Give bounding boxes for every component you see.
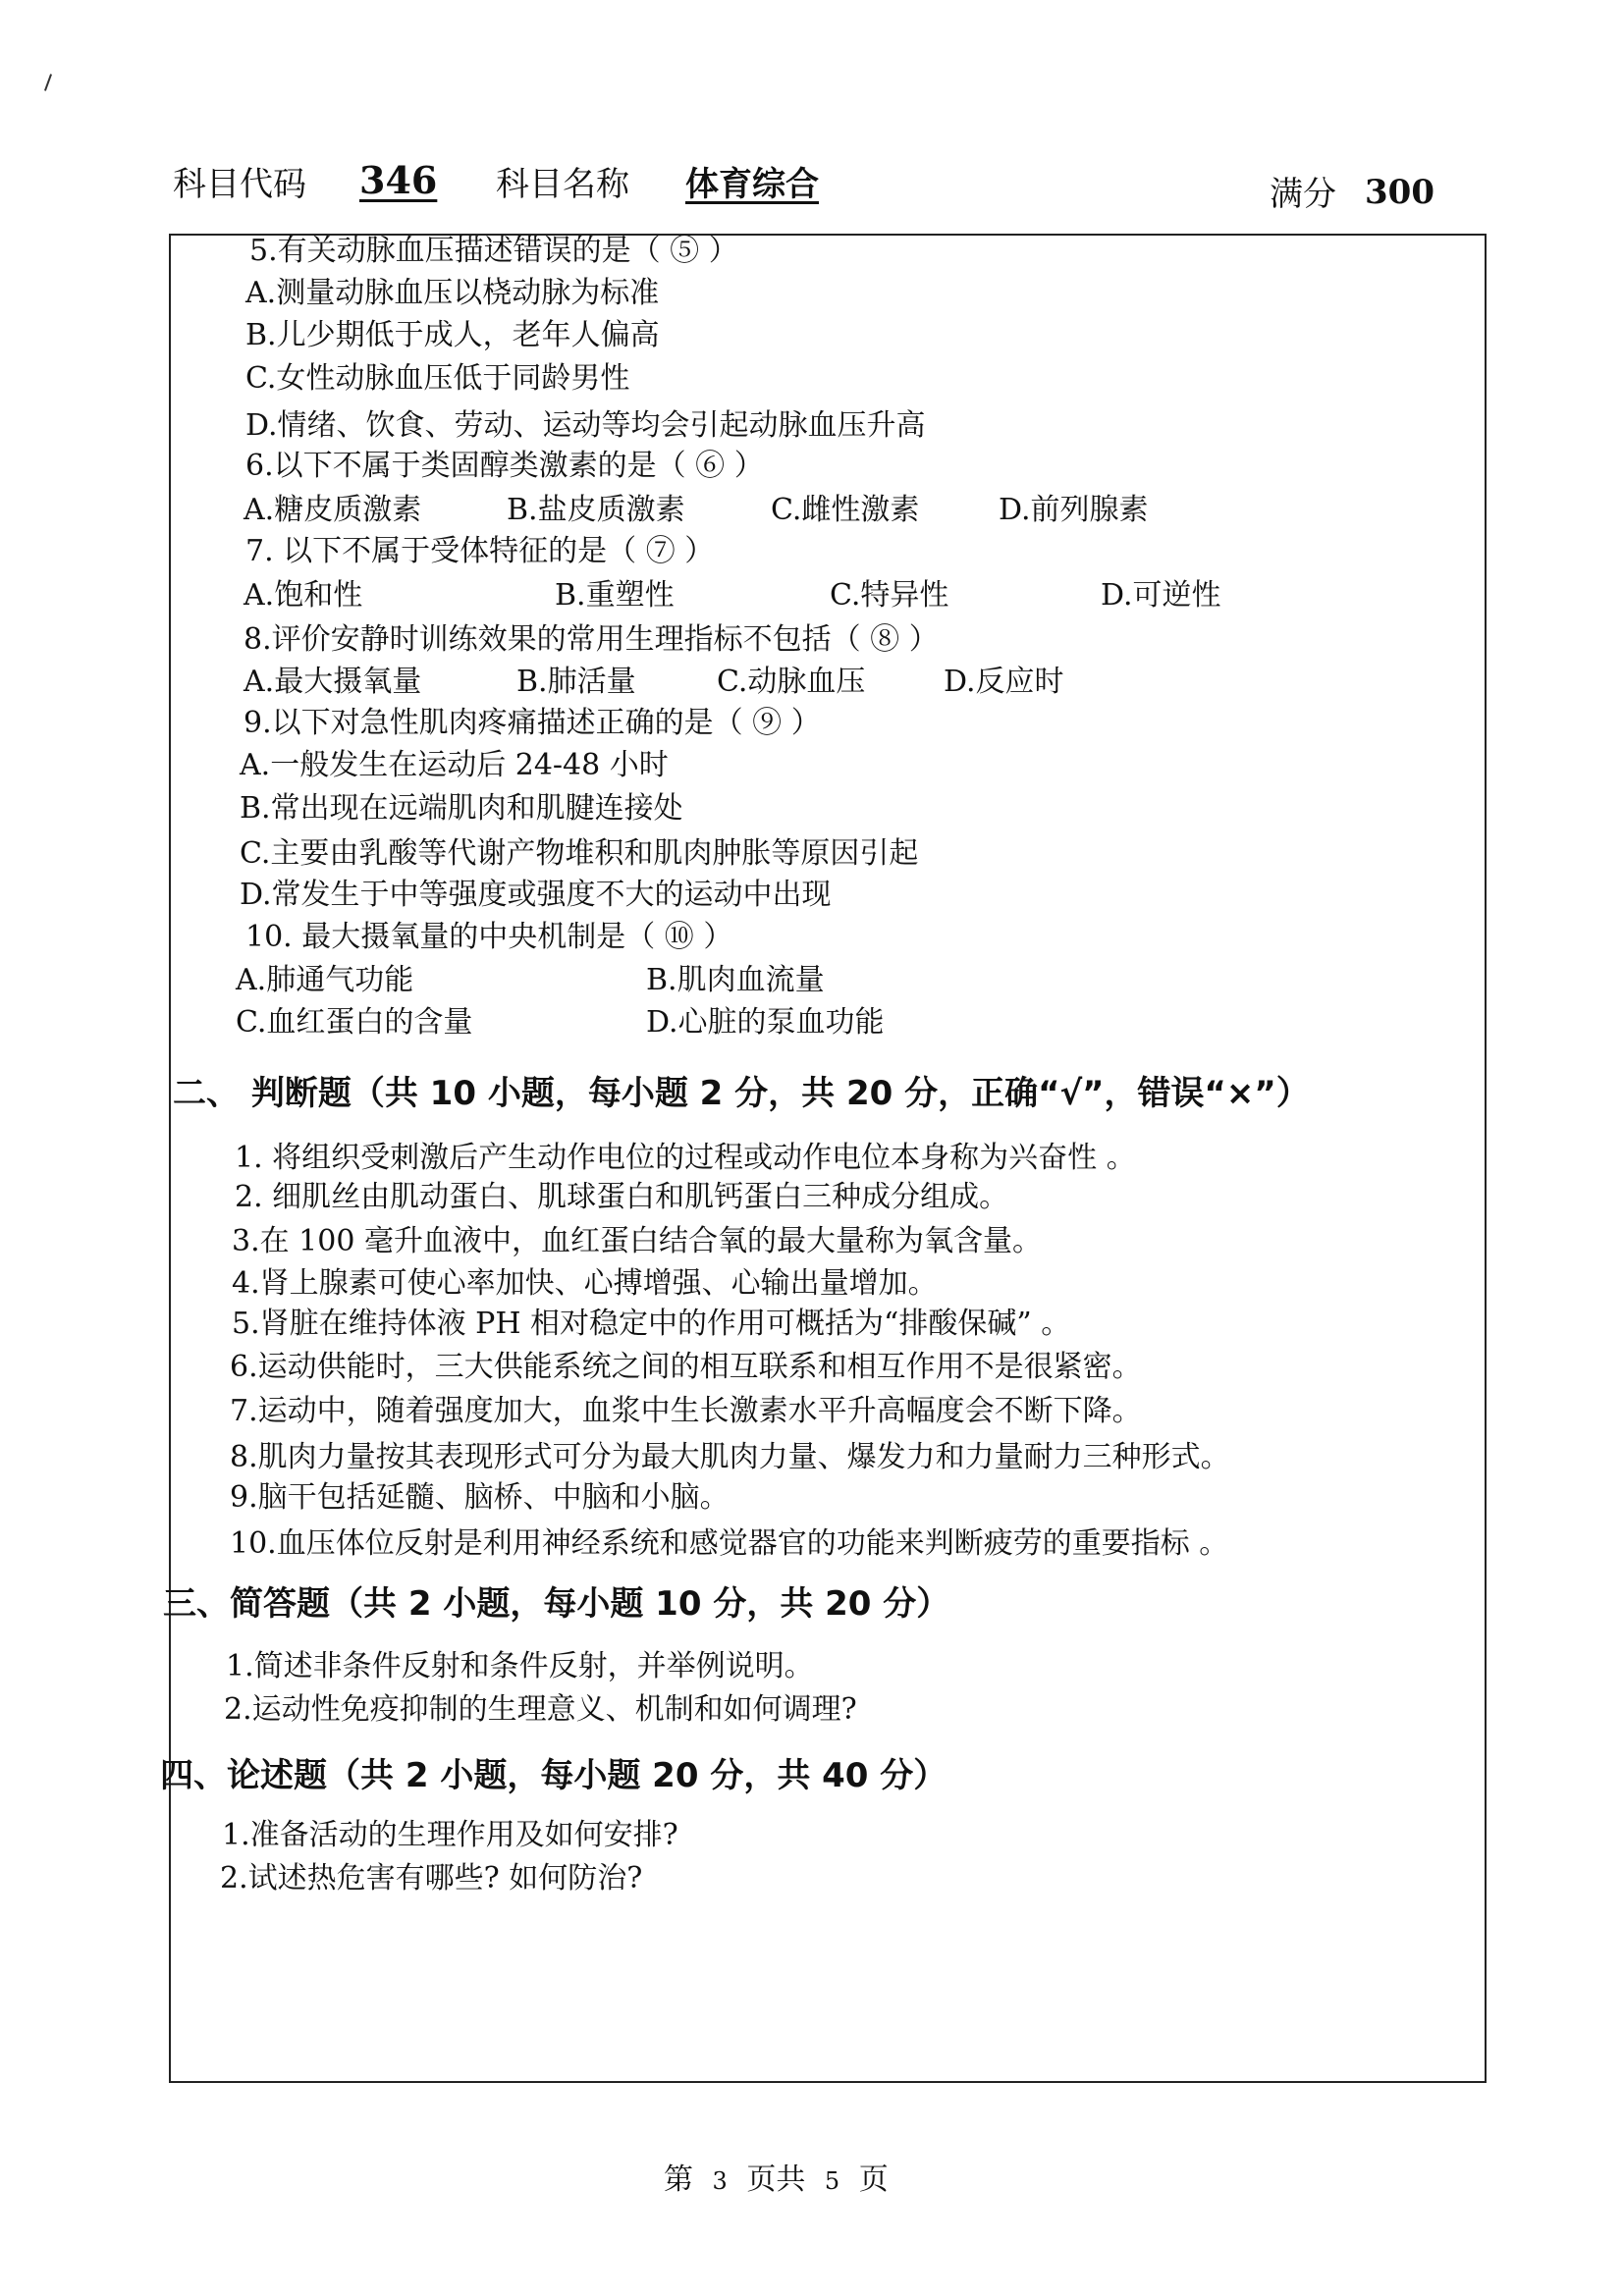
footer-suffix: 页 xyxy=(858,2163,889,2197)
option: D.心脏的泵血功能 xyxy=(646,1005,885,1040)
option: D.可逆性 xyxy=(1101,578,1221,613)
option: A.一般发生在运动后 24-48 小时 xyxy=(240,748,669,782)
statement: 9.脑干包括延髓、脑桥、中脑和小脑。 xyxy=(230,1480,730,1515)
option: D.情绪、饮食、劳动、运动等均会引起动脉血压升高 xyxy=(245,408,926,443)
subject-name: 体育综合 xyxy=(685,165,819,204)
option: D.前列腺素 xyxy=(999,493,1149,527)
question: 2.试述热危害有哪些? 如何防治? xyxy=(220,1861,643,1896)
option: D.反应时 xyxy=(944,665,1064,699)
total-pages: 5 xyxy=(824,2167,840,2195)
option: B.盐皮质激素 xyxy=(507,493,685,527)
page-footer xyxy=(664,2155,889,2198)
question: 2.运动性免疫抑制的生理意义、机制和如何调理? xyxy=(224,1692,857,1727)
statement: 6.运动供能时，三大供能系统之间的相互联系和相互作用不是很紧密。 xyxy=(230,1350,1142,1384)
option: C.主要由乳酸等代谢产物堆积和肌肉肿胀等原因引起 xyxy=(240,836,919,871)
option: D.常发生于中等强度或强度不大的运动中出现 xyxy=(240,878,832,912)
question: 1.简述非条件反射和条件反射，并举例说明。 xyxy=(226,1649,814,1683)
section-title: 三、简答题（共 2 小题，每小题 10 分，共 20 分） xyxy=(163,1584,950,1624)
question-stem: 8.评价安静时训练效果的常用生理指标不包括（ ⑧ ） xyxy=(243,622,939,657)
option: B.肌肉血流量 xyxy=(646,963,825,997)
statement: 7.运动中，随着强度加大，血浆中生长激素水平升高幅度会不断下降。 xyxy=(230,1394,1142,1428)
footer-prefix: 第 xyxy=(664,2163,693,2197)
statement: 5.肾脏在维持体液 PH 相对稳定中的作用可概括为“排酸保碱” 。 xyxy=(232,1307,1071,1341)
subject-code: 346 xyxy=(359,158,438,202)
option: C.雌性激素 xyxy=(771,493,920,527)
section-title: 四、论述题（共 2 小题，每小题 20 分，共 40 分） xyxy=(160,1756,947,1795)
option: A.测量动脉血压以桡动脉为标准 xyxy=(245,276,660,310)
question-stem: 5.有关动脉血压描述错误的是（ ⑤ ） xyxy=(249,234,738,268)
option: C.女性动脉血压低于同龄男性 xyxy=(245,361,630,396)
statement: 1. 将组织受刺激后产生动作电位的过程或动作电位本身称为兴奋性 。 xyxy=(235,1141,1136,1175)
statement: 2. 细肌丝由肌动蛋白、肌球蛋白和肌钙蛋白三种成分组成。 xyxy=(235,1180,1009,1214)
question: 1.准备活动的生理作用及如何安排? xyxy=(222,1818,678,1852)
option: C.动脉血压 xyxy=(717,665,866,699)
question-stem: 6.以下不属于类固醇类激素的是（ ⑥ ） xyxy=(245,449,764,483)
scan-mark xyxy=(44,74,52,91)
option: A.饱和性 xyxy=(243,578,363,613)
full-score: 300 xyxy=(1365,173,1434,212)
subject-code-label: 科目代码 xyxy=(173,165,306,204)
option: B.儿少期低于成人，老年人偏高 xyxy=(245,318,660,352)
statement: 3.在 100 毫升血液中，血红蛋白结合氧的最大量称为氧含量。 xyxy=(232,1224,1042,1258)
option: B.肺活量 xyxy=(516,665,636,699)
subject-name-label: 科目名称 xyxy=(496,165,629,204)
footer-mid: 页共 xyxy=(746,2163,806,2197)
option: B.常出现在远端肌肉和肌腱连接处 xyxy=(240,791,683,826)
statement: 4.肾上腺素可使心率加快、心搏增强、心输出量增加。 xyxy=(232,1266,938,1301)
question-stem: 9.以下对急性肌肉疼痛描述正确的是（ ⑨ ） xyxy=(243,706,821,740)
option: B.重塑性 xyxy=(555,578,675,613)
option: C.特异性 xyxy=(830,578,949,613)
question-stem: 7. 以下不属于受体特征的是（ ⑦ ） xyxy=(245,534,715,568)
option: C.血红蛋白的含量 xyxy=(236,1005,473,1040)
option: A.肺通气功能 xyxy=(236,963,414,997)
page-number: 3 xyxy=(712,2167,728,2195)
statement: 10.血压体位反射是利用神经系统和感觉器官的功能来判断疲劳的重要指标 。 xyxy=(230,1526,1229,1561)
option: A.最大摄氧量 xyxy=(243,665,422,699)
option: A.糖皮质激素 xyxy=(243,493,422,527)
statement: 8.肌肉力量按其表现形式可分为最大肌肉力量、爆发力和力量耐力三种形式。 xyxy=(230,1440,1230,1474)
question-stem: 10. 最大摄氧量的中央机制是（ ⑩ ） xyxy=(245,920,733,954)
full-score-label: 满分 xyxy=(1270,175,1336,214)
section-title: 二、 判断题（共 10 小题，每小题 2 分，共 20 分，正确“√”，错误“×”） xyxy=(173,1074,1310,1113)
